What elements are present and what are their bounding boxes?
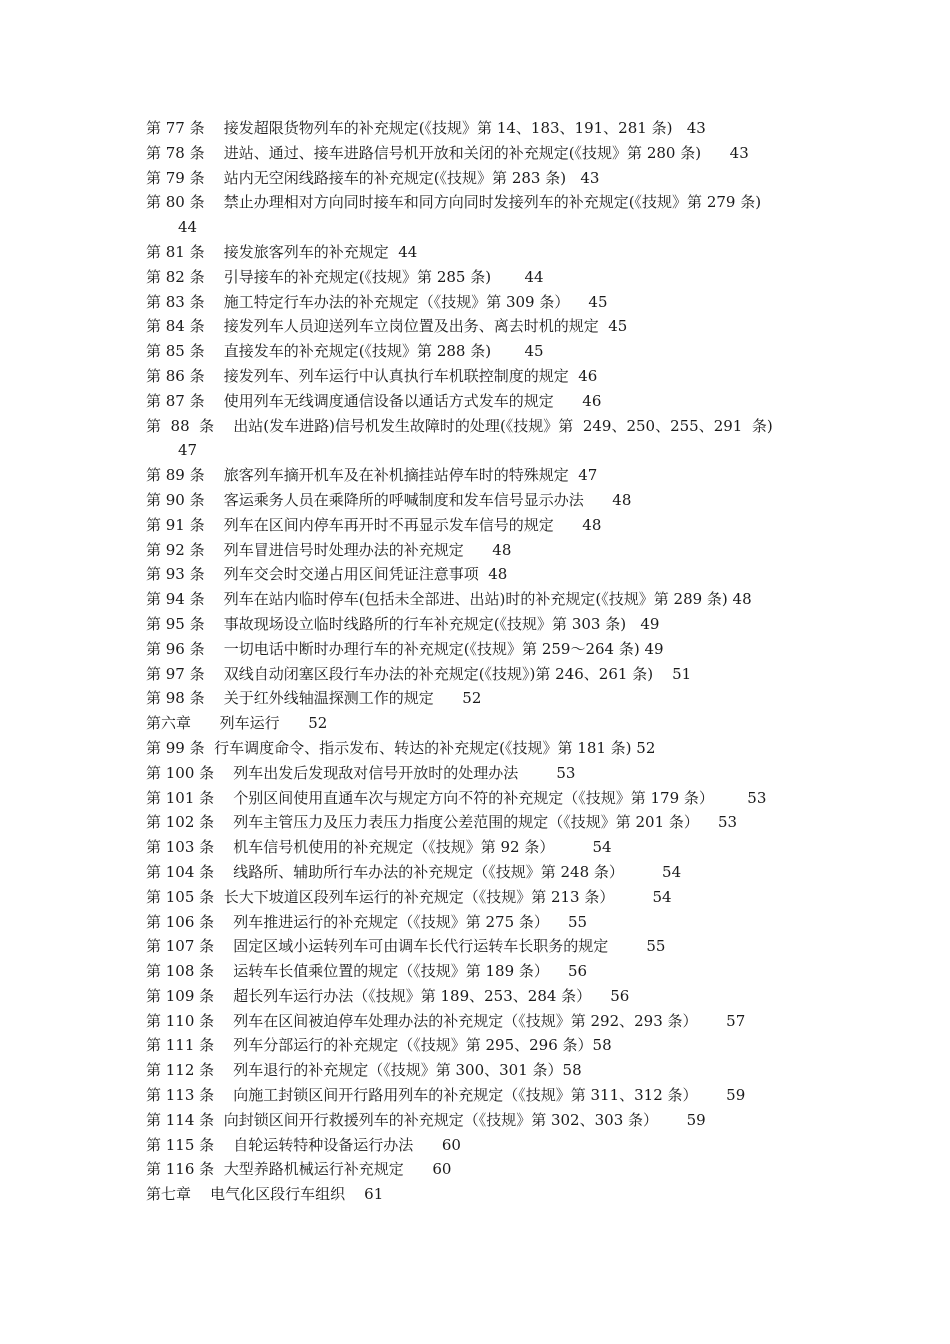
toc-entry: 第 78 条 进站、通过、接车进路信号机开放和关闭的补充规定(《技规》第 280 条) 43: [146, 143, 749, 162]
toc-entry: 第 83 条 施工特定行车办法的补充规定（《技规》第 309 条） 45: [146, 292, 608, 311]
toc-entry: 第 95 条 事故现场设立临时线路所的行车补充规定(《技规》第 303 条) 49: [146, 614, 660, 633]
toc-entry: 第 86 条 接发列车、列车运行中认真执行车机联控制度的规定 46: [146, 366, 598, 385]
toc-entry: 第 80 条 禁止办理相对方向同时接车和同方向同时发接列车的补充规定(《技规》第 279 条): [146, 193, 762, 212]
toc-entry: 第 102 条 列车主管压力及压力表压力指度公差范围的规定（《技规》第 201 条） 53: [146, 813, 738, 832]
toc-entry: 第 92 条 列车冒进信号时处理办法的补充规定 48: [146, 540, 512, 559]
toc-entry: 第 91 条 列车在区间内停车再开时不再显示发车信号的规定 48: [146, 515, 602, 534]
toc-entry-continuation: 47: [178, 441, 198, 460]
toc-entry: 第 84 条 接发列车人员迎送列车立岗位置及出务、离去时机的规定 45: [146, 317, 628, 336]
toc-entry: 第 100 条 列车出发后发现敌对信号开放时的处理办法 53: [146, 763, 576, 782]
toc-entry: 第 113 条 向施工封锁区间开行路用列车的补充规定（《技规》第 311、312 条） 59: [146, 1086, 746, 1105]
toc-entry: 第 98 条 关于红外线轴温探测工作的规定 52: [146, 689, 482, 708]
toc-entry: 第 110 条 列车在区间被迫停车处理办法的补充规定（《技规》第 292、293 条） 57: [146, 1011, 746, 1030]
toc-entry: 第七章 电气化区段行车组织 61: [146, 1185, 384, 1204]
toc-entry: 第六章 列车运行 52: [146, 714, 328, 733]
toc-entry: 第 96 条 一切电话中断时办理行车的补充规定(《技规》第 259～264 条) 49: [146, 639, 664, 658]
toc-entry: 第 85 条 直接发车的补充规定(《技规》第 288 条) 45: [146, 342, 544, 361]
toc-entry: 第 82 条 引导接车的补充规定(《技规》第 285 条) 44: [146, 267, 544, 286]
toc-entry: 第 88 条 出站(发车进路)信号机发生故障时的处理(《技规》第 249、250、255、291 条): [146, 416, 773, 435]
toc-entry: 第 97 条 双线自动闭塞区段行车办法的补充规定(《技规》)第 246、261 条) 51: [146, 664, 692, 683]
toc-entry: 第 108 条 运转车长值乘位置的规定（《技规》第 189 条） 56: [146, 962, 588, 981]
toc-entry: 第 116 条 大型养路机械运行补充规定 60: [146, 1160, 452, 1179]
toc-entry: 第 106 条 列车推进运行的补充规定（《技规》第 275 条） 55: [146, 912, 588, 931]
toc-entry: 第 105 条 长大下坡道区段列车运行的补充规定（《技规》第 213 条） 54: [146, 887, 672, 906]
toc-entry: 第 79 条 站内无空闲线路接车的补充规定(《技规》第 283 条) 43: [146, 168, 600, 187]
table-of-contents: [146, 116, 816, 1207]
toc-entry: 第 107 条 固定区域小运转列车可由调车长代行运转车长职务的规定 55: [146, 937, 666, 956]
toc-entry: 第 114 条 向封锁区间开行救援列车的补充规定（《技规》第 302、303 条） 59: [146, 1110, 706, 1129]
toc-entry: 第 103 条 机车信号机使用的补充规定（《技规》第 92 条） 54: [146, 838, 612, 857]
toc-entry: 第 93 条 列车交会时交递占用区间凭证注意事项 48: [146, 565, 508, 584]
toc-entry: 第 87 条 使用列车无线调度通信设备以通话方式发车的规定 46: [146, 391, 602, 410]
toc-entry-continuation: 44: [178, 218, 198, 237]
toc-entry: 第 104 条 线路所、辅助所行车办法的补充规定（《技规》第 248 条） 54: [146, 862, 682, 881]
toc-entry: 第 111 条 列车分部运行的补充规定（《技规》第 295、296 条）58: [146, 1036, 612, 1055]
toc-entry: 第 112 条 列车退行的补充规定（《技规》第 300、301 条）58: [146, 1061, 582, 1080]
toc-entry: 第 90 条 客运乘务人员在乘降所的呼喊制度和发车信号显示办法 48: [146, 490, 632, 509]
toc-entry: 第 77 条 接发超限货物列车的补充规定(《技规》第 14、183、191、281 条) 43: [146, 119, 706, 137]
toc-entry: 第 94 条 列车在站内临时停车(包括未全部进、出站)时的补充规定(《技规》第 289 条) 48: [146, 590, 752, 609]
toc-entry: 第 101 条 个别区间使用直通车次与规定方向不符的补充规定（《技规》第 179 条） 53: [146, 788, 767, 807]
toc-entry: 第 109 条 超长列车运行办法（《技规》第 189、253、284 条） 56: [146, 986, 630, 1005]
toc-entry: 第 115 条 自轮运转特种设备运行办法 60: [146, 1135, 461, 1154]
toc-entry: 第 81 条 接发旅客列车的补充规定 44: [146, 242, 418, 261]
toc-entry: 第 99 条 行车调度命令、指示发布、转达的补充规定(《技规》第 181 条) 52: [146, 738, 656, 757]
toc-entry: 第 89 条 旅客列车摘开机车及在补机摘挂站停车时的特殊规定 47: [146, 466, 598, 485]
